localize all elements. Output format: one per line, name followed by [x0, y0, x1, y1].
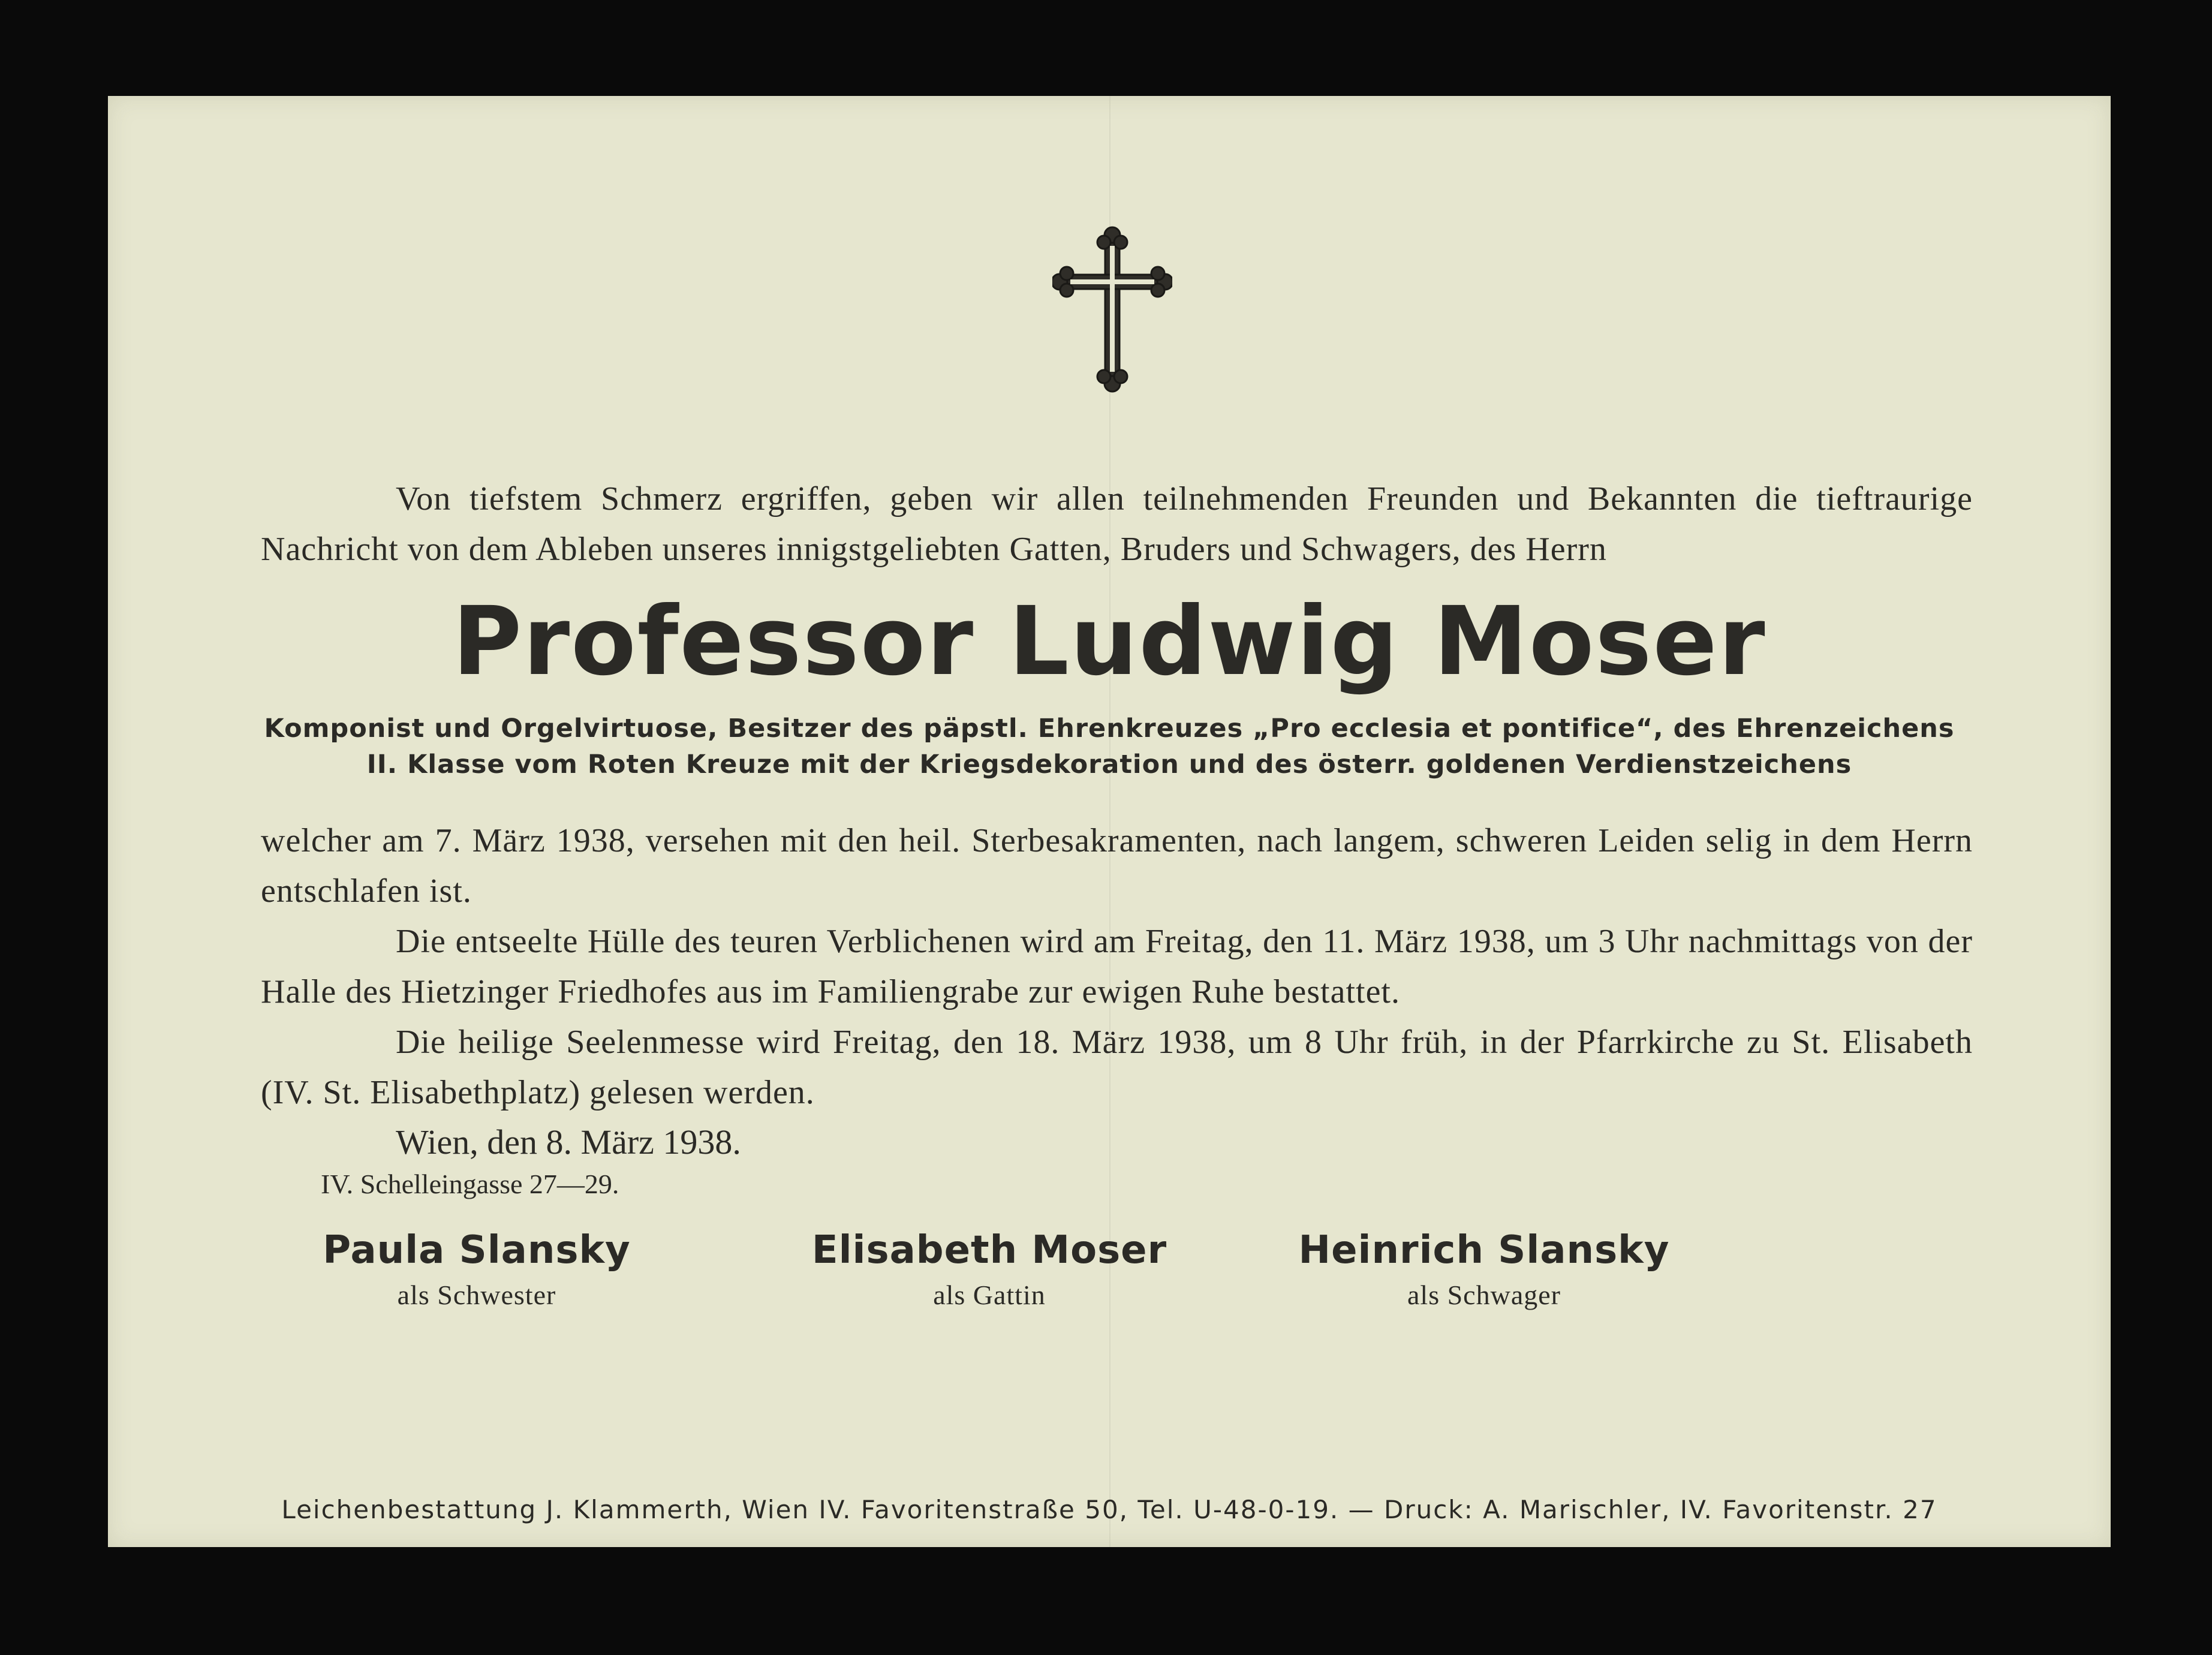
death-text: welcher am 7. März 1938, versehen mit den heil. Sterbesakramenten, nach langem, schweren Leiden selig in dem Herrn entschlafen ist. [261, 822, 1973, 910]
trefoil-cross-icon [1052, 222, 1172, 396]
obituary-card [108, 96, 2111, 1547]
signer-role: als Gattin [933, 1280, 1046, 1310]
signer-1 [237, 1223, 717, 1313]
intro-paragraph [261, 474, 1973, 574]
titles-line-2: II. Klasse vom Roten Kreuze mit der Kriegsdekoration und des österr. goldenen Verdienstzeichens [366, 750, 1852, 780]
signer-name: Paula Slansky [323, 1228, 631, 1272]
signer-role: als Schwager [1407, 1280, 1561, 1310]
signer-name: Heinrich Slansky [1298, 1228, 1670, 1272]
place-and-date: Wien, den 8. März 1938. [396, 1123, 741, 1161]
address: IV. Schelleingasse 27—29. [321, 1169, 619, 1199]
signer-name: Elisabeth Moser [811, 1228, 1167, 1272]
signer-2 [750, 1223, 1229, 1313]
burial-text: Die entseelte Hülle des teuren Verblichenen wird am Freitag, den 11. März 1938, um 3 Uhr nachmittags von der Halle des Hietzinger Friedhofes aus im Familiengrabe zur ewigen Ruhe bestattet. [261, 923, 1973, 1010]
mass-paragraph [261, 1017, 1973, 1118]
burial-paragraph [261, 916, 1973, 1017]
deceased-name: Professor Ludwig Moser [452, 586, 1766, 697]
titles-line-1: Komponist und Orgelvirtuose, Besitzer des päpstl. Ehrenkreuzes „Pro ecclesia et pontifice“, des Ehrenzeichens [264, 714, 1955, 744]
death-paragraph [261, 816, 1973, 916]
signer-3 [1244, 1223, 1724, 1313]
signer-role: als Schwester [397, 1280, 556, 1310]
intro-text: Von tiefstem Schmerz ergriffen, geben wir allen teilnehmenden Freunden und Bekannten die tieftraurige Nachricht von dem Ableben unseres innigstgeliebten Gatten, Bruders und Schwagers, des Herrn [261, 480, 1973, 568]
printer-footer: Leichenbestattung J. Klammerth, Wien IV. Favoritenstraße 50, Tel. U-48-0-19. — Druck: A. Marischler, IV. Favoritenstr. 27 [281, 1495, 1937, 1524]
mass-text: Die heilige Seelenmesse wird Freitag, den 18. März 1938, um 8 Uhr früh, in der Pfarrkirche zu St. Elisabeth (IV. St. Elisabethplatz) gelesen werden. [261, 1024, 1973, 1111]
